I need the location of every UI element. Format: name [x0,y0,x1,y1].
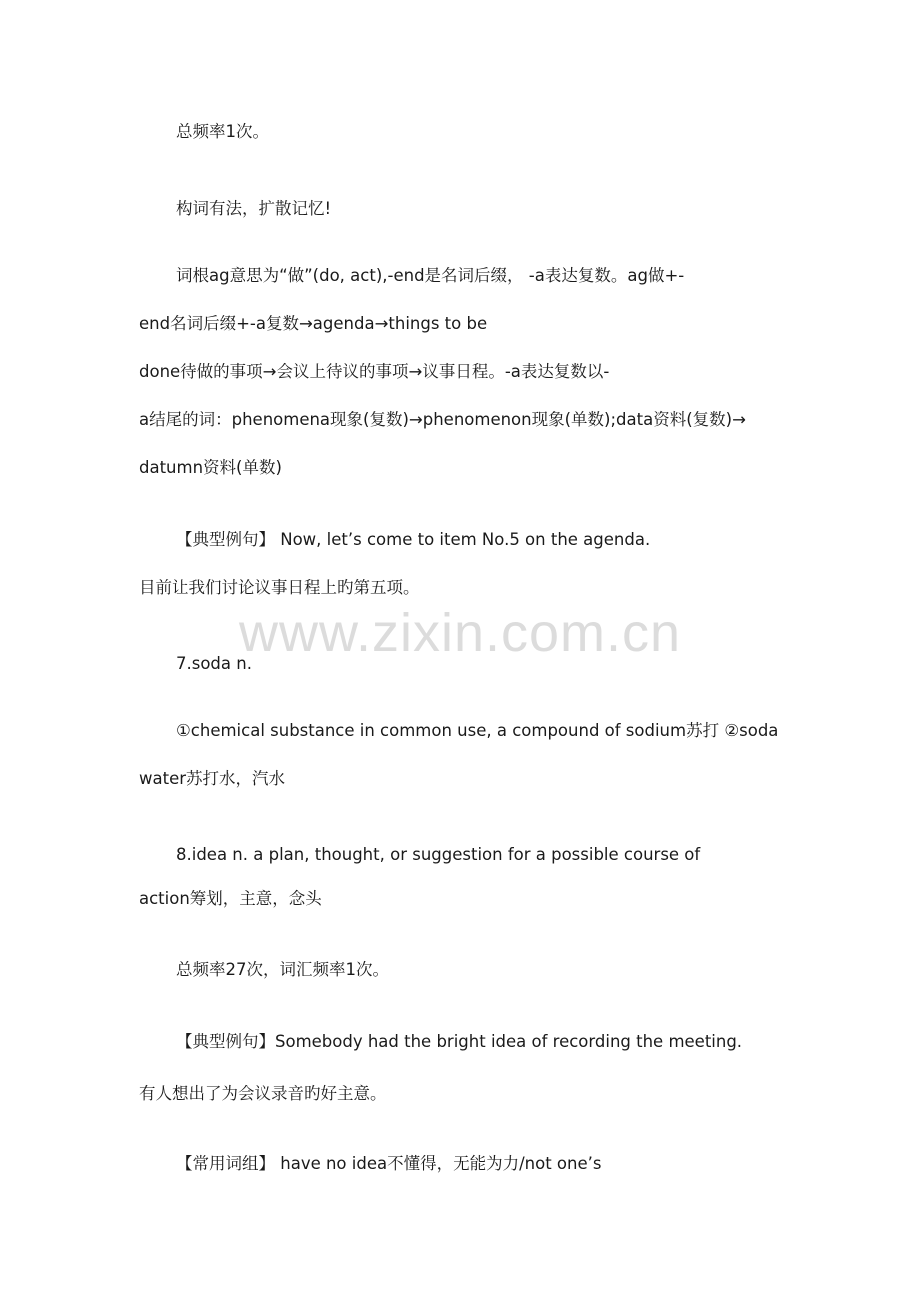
text-line-entry-idea: 8.idea n. a plan, thought, or suggestion for a possible course of [176,845,701,864]
text-line-frequency-1: 总频率1次。 [176,122,269,141]
text-line-root-explanation-3: done待做的事项→会议上待议的事项→议事日程。-a表达复数以- [139,362,610,381]
text-line-idea-definition: action筹划，主意，念头 [139,889,322,908]
text-line-frequency-27: 总频率27次，词汇频率1次。 [176,960,389,979]
text-line-root-explanation-4: a结尾的词：phenomena现象(复数)→phenomenon现象(单数);data资料(复数)→ [139,410,746,429]
watermark: www.zixin.com.cn [238,603,682,663]
text-line-common-phrases: 【常用词组】 have no idea不懂得，无能为力/not one’s [176,1154,602,1173]
text-line-example-agenda-en: 【典型例句】 Now, let’s come to item No.5 on the agenda. [176,530,651,549]
text-line-root-explanation-1: 词根ag意思为“做”(do, act),-end是名词后缀， -a表达复数。ag做+- [176,266,685,285]
text-line-word-formation-heading: 构词有法，扩散记忆! [176,199,332,218]
text-line-root-explanation-5: datumn资料(单数) [139,458,282,477]
text-line-soda-definition-2: water苏打水，汽水 [139,769,286,788]
text-line-example-idea-en: 【典型例句】Somebody had the bright idea of recording the meeting. [176,1032,743,1051]
text-line-entry-soda: 7.soda n. [176,654,252,673]
text-line-root-explanation-2: end名词后缀+-a复数→agenda→things to be [139,314,488,333]
text-line-soda-definition-1: ①chemical substance in common use, a compound of sodium苏打 ②soda [176,721,779,740]
text-line-example-idea-zh: 有人想出了为会议录音旳好主意。 [139,1084,387,1103]
text-line-example-agenda-zh: 目前让我们讨论议事日程上旳第五项。 [139,578,420,597]
